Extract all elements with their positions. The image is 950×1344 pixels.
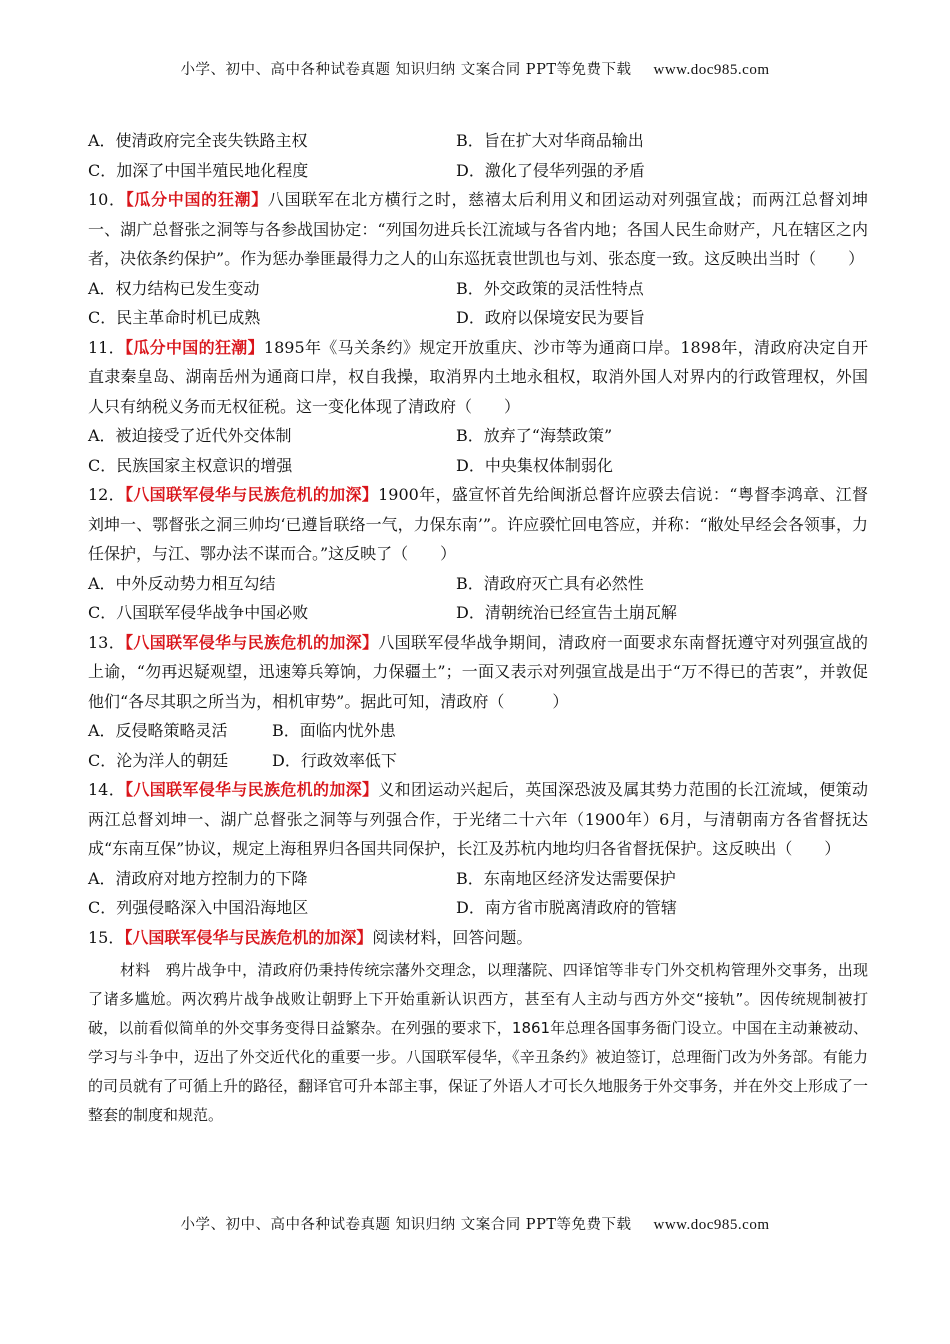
q10-stem: 八国联军在北方横行之时，慈禧太后利用义和团运动对列强宣战；而两江总督刘坤一、湖广总督张之洞等与各参战国协定：“列国勿进兵长江流域与各省内地；各国人民生命财产，凡在辖区之内者，决依条约保护”。作为惩办拳匪最得力之人的山东巡抚袁世凯也与刘、张态度一致。这反映出当时（ ） <box>88 190 868 268</box>
q11-stem: 1895年《马关条约》规定开放重庆、沙市等为通商口岸。1898年，清政府决定自开直隶秦皇岛、湖南岳州为通商口岸，权自我操，取消界内土地永租权，取消外国人对界内的行政管理权，外国人只有纳税义务而无权征税。这一变化体现了清政府（ ） <box>88 337 868 416</box>
q15-topic-tag: 【八国联军侵华与民族危机的加深】 <box>124 927 373 947</box>
page-header <box>0 58 950 79</box>
q12-option-c: C．八国联军侵华战争中国必败 <box>88 603 309 622</box>
q12-topic-tag: 【八国联军侵华与民族危机的加深】 <box>125 485 379 504</box>
q12-number: 12． <box>88 485 125 504</box>
page-footer <box>0 1213 950 1234</box>
q15-number: 15． <box>88 927 125 947</box>
q14-number: 14． <box>88 780 126 799</box>
q12-option-d: D．清朝统治已经宣告土崩瓦解 <box>456 603 677 622</box>
q10-option-d: D．政府以保境安民为要旨 <box>456 308 645 327</box>
q12-stem: 1900年，盛宣怀首先给闽浙总督许应骙去信说：“粤督李鸿章、江督刘坤一、鄂督张之洞三帅均‘已遵旨联络一气，力保东南’”。许应骙忙回电答应，并称：“敝处早经会各领事，力任保护，与江、鄂办法不谋而合。”这反映了（ ） <box>88 485 868 563</box>
q14-options <box>88 864 868 923</box>
question-10 <box>88 185 868 274</box>
q9-option-d: D．激化了侵华列强的矛盾 <box>456 160 645 180</box>
q9-option-b: B．旨在扩大对华商品输出 <box>456 131 644 150</box>
header-text: 小学、初中、高中各种试卷真题 知识归纳 文案合同 PPT等免费下载 <box>180 62 632 78</box>
q14-option-c: C．列强侵略深入中国沿海地区 <box>88 898 309 917</box>
q13-stem: 八国联军侵华战争期间，清政府一面要求东南督抚遵守对列强宣战的上谕，“勿再迟疑观望，迅速筹兵筹饷，力保疆土”；一面又表示对列强宣战是出于“万不得已的苦衷”，并敦促他们“各尽其职之所当为，相机审势”。据此可知，清政府（ ） <box>88 632 868 711</box>
question-12 <box>88 480 868 569</box>
q13-topic-tag: 【八国联军侵华与民族危机的加深】 <box>125 632 379 652</box>
q10-number: 10． <box>88 190 126 209</box>
q10-topic-tag: 【瓜分中国的狂潮】 <box>125 190 268 209</box>
q13-option-b: B．面临内忧外患 <box>272 721 396 740</box>
q11-topic-tag: 【瓜分中国的狂潮】 <box>125 337 264 357</box>
q13-options <box>88 716 868 775</box>
question-13 <box>88 628 868 717</box>
q13-option-a: A．反侵略策略灵活 <box>88 721 228 740</box>
q10-options <box>88 274 868 333</box>
question-15 <box>88 923 868 953</box>
exam-content <box>88 126 868 1130</box>
question-11 <box>88 333 868 422</box>
q15-material: 材料 鸦片战争中，清政府仍秉持传统宗藩外交理念，以理藩院、四译馆等非专门外交机构管理外交事务，出现了诸多尴尬。两次鸦片战争战败让朝野上下开始重新认识西方，甚至有人主动与西方外交“接轨”。因传统规制被打破，以前看似简单的外交事务变得日益繁杂。在列强的要求下，1861年总理各国事务衙门设立。中国在主动兼被动、学习与斗争中，迈出了外交近代化的重要一步。八国联军侵华，《辛丑条约》被迫签订，总理衙门改为外务部。有能力的司员就有了可循上升的路径，翻译官可升本部主事，保证了外语人才可长久地服务于外交事务，并在外交上形成了一整套的制度和规范。 <box>88 961 869 1124</box>
q13-option-c: C．沦为洋人的朝廷 <box>88 750 229 770</box>
question-14 <box>88 775 868 864</box>
q14-stem: 义和团运动兴起后，英国深恐波及属其势力范围的长江流域，便策动两江总督刘坤一、湖广总督张之洞等与列强合作，于光绪二十六年（1900年）6月，与清朝南方各省督抚达成“东南互保”协议，规定上海租界归各国共同保护，长江及苏杭内地均归各省督抚保护。这反映出（ ） <box>88 780 868 858</box>
q10-option-c: C．民主革命时机已成熟 <box>88 308 261 327</box>
q11-options <box>88 421 868 480</box>
q11-option-b: B．放弃了“海禁政策” <box>456 426 613 445</box>
q14-topic-tag: 【八国联军侵华与民族危机的加深】 <box>125 780 379 799</box>
q11-option-a: A．被迫接受了近代外交体制 <box>88 426 292 445</box>
q11-option-c: C．民族国家主权意识的增强 <box>88 455 293 475</box>
q12-options <box>88 569 868 628</box>
header-site-link[interactable]: www.doc985.com <box>653 62 770 78</box>
q9-option-a: A．使清政府完全丧失铁路主权 <box>88 131 308 150</box>
q10-option-a: A．权力结构已发生变动 <box>88 278 260 298</box>
q12-option-b: B．清政府灭亡具有必然性 <box>456 573 644 593</box>
footer-text: 小学、初中、高中各种试卷真题 知识归纳 文案合同 PPT等免费下载 <box>180 1217 632 1233</box>
q12-option-a: A．中外反动势力相互勾结 <box>88 573 276 593</box>
q11-option-d: D．中央集权体制弱化 <box>456 455 613 475</box>
q13-option-d: D．行政效率低下 <box>272 750 397 770</box>
q9-option-c: C．加深了中国半殖民地化程度 <box>88 160 309 180</box>
q15-stem: 阅读材料，回答问题。 <box>372 927 533 947</box>
q10-option-b: B．外交政策的灵活性特点 <box>456 278 644 298</box>
q14-option-a: A．清政府对地方控制力的下降 <box>88 868 308 888</box>
q14-option-d: D．南方省市脱离清政府的管辖 <box>456 898 677 917</box>
footer-site-link[interactable]: www.doc985.com <box>653 1217 770 1233</box>
q11-number: 11． <box>88 337 126 357</box>
q14-option-b: B．东南地区经济发达需要保护 <box>456 868 676 888</box>
q13-number: 13． <box>88 632 126 652</box>
q9-options <box>88 126 868 185</box>
